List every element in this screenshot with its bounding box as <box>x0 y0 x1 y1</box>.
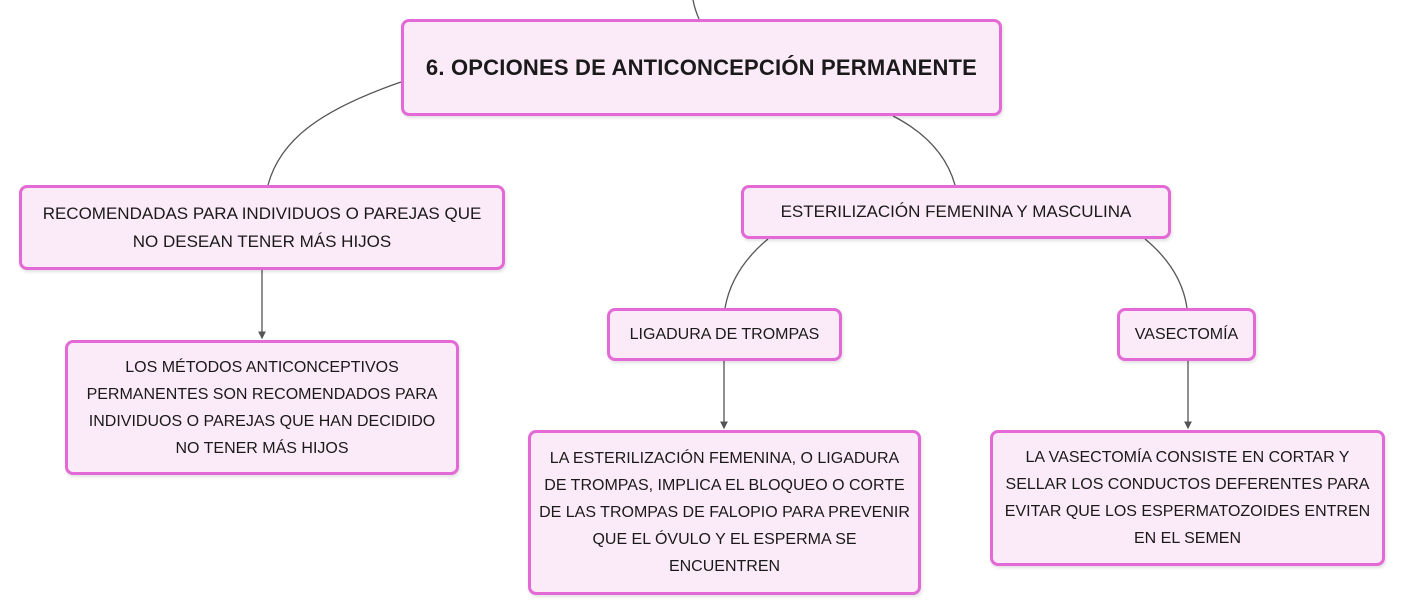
recomendadas-label: RECOMENDADAS PARA INDIVIDUOS O PAREJAS QUE NO DESEAN TENER MÁS HIJOS <box>42 203 482 251</box>
connector-parent-to-root <box>693 0 699 19</box>
esterilizacion-node[interactable] <box>741 185 1171 239</box>
metodos-description-label: LOS MÉTODOS ANTICONCEPTIVOS PERMANENTES SON RECOMENDADOS PARA INDIVIDUOS O PAREJAS QUE HAN DECIDIDO NO TENER MÁS HIJOS <box>86 358 438 457</box>
ligadura-description-node[interactable] <box>528 430 921 595</box>
recomendadas-node[interactable] <box>19 185 505 270</box>
vasectomia-node[interactable] <box>1117 308 1256 361</box>
vasectomia-label: VASECTOMÍA <box>1134 325 1239 343</box>
vasectomia-description-label: LA VASECTOMÍA CONSISTE EN CORTAR Y SELLAR LOS CONDUCTOS DEFERENTES PARA EVITAR QUE LOS ESPERMATOZOIDES ENTREN EN EL SEMEN <box>1004 449 1371 547</box>
connector-root-to-recomendadas <box>268 82 401 185</box>
connector-esterilizacion-to-ligadura <box>725 239 768 308</box>
ligadura-label: LIGADURA DE TROMPAS <box>629 325 820 343</box>
esterilizacion-label: ESTERILIZACIÓN FEMENINA Y MASCULINA <box>780 202 1132 221</box>
ligadura-description-label: LA ESTERILIZACIÓN FEMENINA, O LIGADURA DE TROMPAS, IMPLICA EL BLOQUEO O CORTE DE LAS TROMPAS DE FALOPIO PARA PREVENIR QUE EL ÓVULO Y EL ESPERMA SE ENCUENTREN <box>539 450 910 575</box>
connector-esterilizacion-to-vasectomia <box>1145 239 1187 308</box>
ligadura-node[interactable] <box>607 308 842 361</box>
root-topic-label: 6. OPCIONES DE ANTICONCEPCIÓN PERMANENTE <box>425 54 978 80</box>
vasectomia-description-node[interactable] <box>990 430 1385 566</box>
connector-root-to-esterilizacion <box>893 116 955 185</box>
root-topic-node[interactable] <box>401 19 1002 116</box>
metodos-description-node[interactable] <box>65 340 459 475</box>
